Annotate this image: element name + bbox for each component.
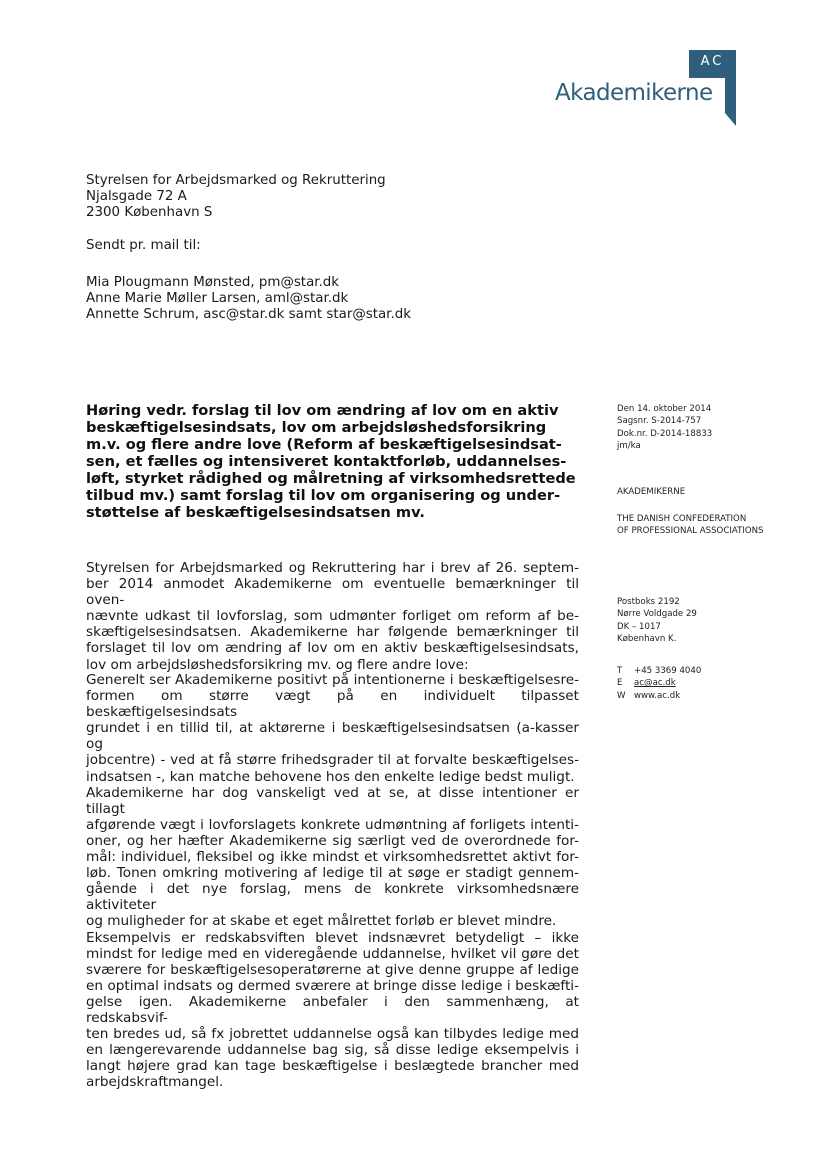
contact-details [617, 665, 701, 702]
paragraph-line: nævnte udkast til lovforslag, som udmønter forliget om reform af be- [86, 608, 579, 625]
paragraph-line: mål: individuel, fleksibel og ikke mindst et virksomhedsrettet aktivt for- [86, 849, 579, 866]
paragraph-line: ten bredes ud, så fx jobrettet uddannelse også kan tilbydes ledige med [86, 1026, 579, 1043]
paragraph-line: ber 2014 anmodet Akademikerne om eventuelle bemærkninger til oven- [86, 576, 579, 609]
logo-badge-text: AC [700, 54, 725, 69]
paragraph-line: arbejdskraftmangel. [86, 1074, 224, 1091]
contact-line: Mia Plougmann Mønsted, pm@star.dk [86, 275, 340, 290]
contact-list [86, 275, 411, 323]
contact-line: Annette Schrum, asc@star.dk samt star@star.dk [86, 307, 411, 322]
paragraph-intro [86, 560, 579, 673]
paragraph-line: skæftigelsesindsatsen. Akademikerne har følgende bemærkninger til [86, 624, 579, 641]
paragraph-line: Styrelsen for Arbejdsmarked og Rekruttering har i brev af 26. septem- [86, 560, 579, 576]
logo-wordmark: Akademikerne [555, 80, 713, 106]
paragraph-line: løb. Tonen omkring motivering af ledige til at søge er stadigt gennem- [86, 865, 579, 882]
paragraph-line: mindst for ledige med en videregående uddannelse, hvilket vil gøre det [86, 945, 579, 962]
recipient-line: 2300 København S [86, 205, 213, 220]
web-row [617, 690, 701, 702]
org-name [617, 486, 685, 498]
document-title [86, 402, 576, 521]
paragraph-line: langt højere grad kan tage beskæftigelse i beslægtede brancher med [86, 1058, 579, 1075]
paragraph-line: grundet i en tillid til, at aktørerne i beskæftigelsesindsatsen (a-kasser og [86, 720, 579, 753]
address-line: DK – 1017 [617, 621, 661, 632]
title-line: løft, styrket rådighed og målretning af virksomhedsrettede [86, 470, 576, 487]
paragraph-line: en længerevarende uddannelse bag sig, så disse ledige eksempelvis i [86, 1042, 579, 1059]
paragraph-line: afgørende vægt i lovforslagets konkrete udmøntning af forligets intenti- [86, 816, 579, 833]
paragraph-line: lov om arbejdsløshedsforsikring mv. og flere andre love: [86, 656, 469, 673]
phone-row [617, 665, 701, 677]
paragraph-line: Eksempelvis er redskabsviften blevet indsnævret betydeligt – ikke [86, 929, 579, 946]
contact-line: Anne Marie Møller Larsen, aml@star.dk [86, 291, 349, 306]
phone-number: +45 3369 4040 [634, 666, 702, 676]
phone-label: T [617, 666, 623, 676]
paragraph-line: gelse igen. Akademikerne anbefaler i den sammenhæng, at redskabsvif- [86, 993, 579, 1026]
recipient-line: Styrelsen for Arbejdsmarked og Rekruttering [86, 173, 386, 188]
address-line: København K. [617, 633, 677, 644]
address-line: Nørre Voldgade 29 [617, 609, 697, 620]
sent-via [86, 238, 201, 254]
paragraph-line: og muligheder for at skabe et eget målrettet forløb er blevet mindre. [86, 913, 557, 930]
meta-doc-number: Dok.nr. D-2014-18833 [617, 428, 713, 439]
org-en-line: OF PROFESSIONAL ASSOCIATIONS [617, 526, 764, 537]
sent-via-label: Sendt pr. mail til: [86, 238, 201, 253]
email-link[interactable]: ac@ac.dk [634, 678, 676, 689]
title-line: sen, et fælles og intensiveret kontaktforløb, uddannelses- [86, 453, 567, 470]
paragraph-line: forslaget til lov om ændring af lov om en aktiv beskæftigelsesindsats, [86, 640, 579, 657]
paragraph-line: sværere for beskæftigelsesoperatørerne at give denne gruppe af ledige [86, 961, 579, 978]
paragraph-main [86, 672, 579, 1090]
org-name-text: AKADEMIKERNE [617, 487, 686, 497]
meta-case-number: Sagsnr. S-2014-757 [617, 416, 702, 427]
org-english-name [617, 513, 764, 538]
paragraph-line: jobcentre) - ved at få større frihedsgrader til at forvalte beskæftigelses- [86, 752, 579, 769]
paragraph-line: oner, og her hæfter Akademikerne sig særligt ved de overordnede for- [86, 832, 579, 849]
paragraph-line: en optimal indsats og dermed sværere at bringe disse ledige i beskæfti- [86, 977, 579, 994]
meta-initials: jm/ka [617, 440, 641, 451]
title-line: støttelse af beskæftigelsesindsatsen mv. [86, 504, 425, 521]
postal-address [617, 596, 697, 645]
document-meta [617, 403, 712, 452]
title-line: beskæftigelsesindsats, lov om arbejdsløshedsforsikring [86, 419, 547, 436]
recipient-address [86, 173, 386, 221]
recipient-line: Njalsgade 72 A [86, 189, 187, 204]
meta-date: Den 14. oktober 2014 [617, 404, 712, 414]
address-line: Postboks 2192 [617, 597, 680, 607]
title-line: m.v. og flere andre love (Reform af beskæftigelsesindsat- [86, 436, 562, 453]
title-line: Høring vedr. forslag til lov om ændring af lov om en aktiv [86, 402, 559, 419]
paragraph-line: indsatsen -, kan matche behovene hos den enkelte ledige bedst muligt. [86, 768, 575, 785]
paragraph-line: Generelt ser Akademikerne positivt på intentionerne i beskæftigelsesre- [86, 672, 579, 688]
title-line: tilbud mv.) samt forslag til lov om organisering og under- [86, 487, 561, 504]
email-row [617, 677, 701, 689]
web-label: W [617, 690, 626, 701]
paragraph-line: formen om større vægt på en individuelt tilpasset beskæftigelsesindsats [86, 688, 579, 721]
org-en-line: THE DANISH CONFEDERATION [617, 514, 747, 524]
paragraph-line: Akademikerne har dog vanskeligt ved at se, at disse intentioner er tillagt [86, 784, 579, 817]
web-link[interactable]: www.ac.dk [634, 690, 681, 701]
paragraph-line: gående i det nye forslag, mens de konkrete virksomhedsnære aktiviteter [86, 881, 579, 914]
email-label: E [617, 678, 623, 689]
